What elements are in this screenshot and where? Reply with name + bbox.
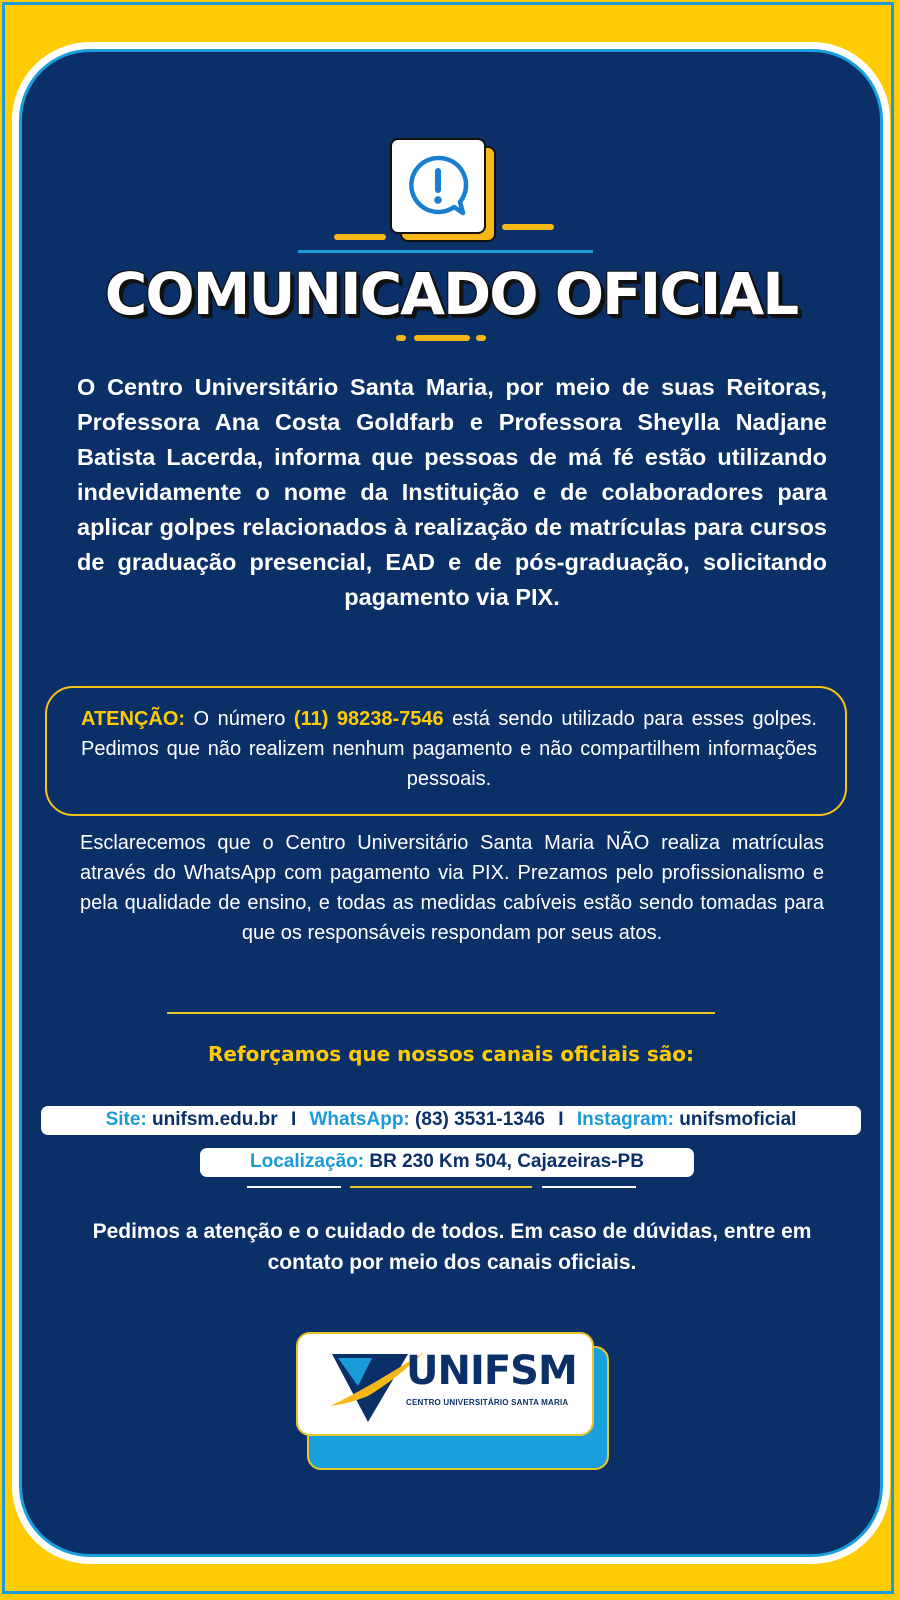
page-title: COMUNICADO OFICIAL (104, 260, 798, 328)
whatsapp-label: WhatsApp: (309, 1109, 410, 1130)
official-channels-pill (41, 1106, 861, 1135)
attention-text (47, 688, 845, 794)
section-divider (167, 1012, 715, 1014)
location-value: BR 230 Km 504, Cajazeiras-PB (369, 1151, 644, 1172)
title-dash-left (396, 335, 406, 341)
title-dash-center (414, 335, 470, 341)
alert-speech-icon-svg (405, 153, 471, 219)
whatsapp-number[interactable]: (83) 3531-1346 (415, 1109, 545, 1130)
accent-bar-right (502, 224, 554, 230)
intro-paragraph: O Centro Universitário Santa Maria, por meio de suas Reitoras, Professora Ana Costa Goldfarb e Professora Sheylla Nadjane Batista Lacerda, informa que pessoas de má fé estão utilizando indevidamente o nome da Instituição e de colaboradores para aplicar golpes relacionados à realização de matrículas para cursos de graduação presencial, EAD e de pós-graduação, solicitando pagamento via PIX. (77, 374, 827, 610)
attention-box (45, 686, 847, 816)
instagram-label: Instagram: (576, 1109, 674, 1130)
divider-short-center (350, 1186, 532, 1188)
scam-phone-number: (11) 98238-7546 (293, 708, 444, 730)
attention-before: O número (185, 708, 294, 730)
title-rule (298, 250, 593, 253)
clarification-paragraph: Esclarecemos que o Centro Universitário Santa Maria NÃO realiza matrículas através do WhatsApp com pagamento via PIX. Prezamos pelo profissionalismo e pela qualidade de ensino, e todas as medidas cabíveis estão sendo tomadas para que os responsáveis respondam por seus atos. (80, 832, 824, 944)
closing-paragraph: Pedimos a atenção e o cuidado de todos. Em caso de dúvidas, entre em contato por meio dos canais oficiais. (92, 1220, 812, 1274)
logo-name: UNIFSM (406, 1348, 577, 1394)
title-dash-right (476, 335, 486, 341)
instagram-handle[interactable]: unifsmoficial (679, 1109, 797, 1130)
separator: I (290, 1109, 297, 1130)
site-link[interactable]: unifsm.edu.br (152, 1109, 278, 1130)
accent-bar-left (334, 234, 386, 240)
alert-icon-group (390, 138, 550, 248)
logo-subtitle: CENTRO UNIVERSITÁRIO SANTA MARIA (406, 1398, 569, 1407)
location-pill (200, 1148, 694, 1177)
location-label: Localização: (250, 1151, 365, 1172)
unifsm-logo (296, 1332, 594, 1436)
attention-after: está sendo utilizado para esses golpes. Pedimos que não realizem nenhum pagamento e não compartilhem informações pessoais. (81, 708, 817, 790)
divider-short-right (542, 1186, 636, 1188)
channels-heading: Reforçamos que nossos canais oficiais são: (208, 1042, 694, 1066)
divider-short-left (247, 1186, 341, 1188)
attention-label: ATENÇÃO: (81, 708, 186, 730)
alert-speech-icon (390, 138, 486, 234)
separator: I (558, 1109, 564, 1130)
notice-panel (22, 52, 880, 1554)
site-label: Site: (105, 1109, 147, 1130)
